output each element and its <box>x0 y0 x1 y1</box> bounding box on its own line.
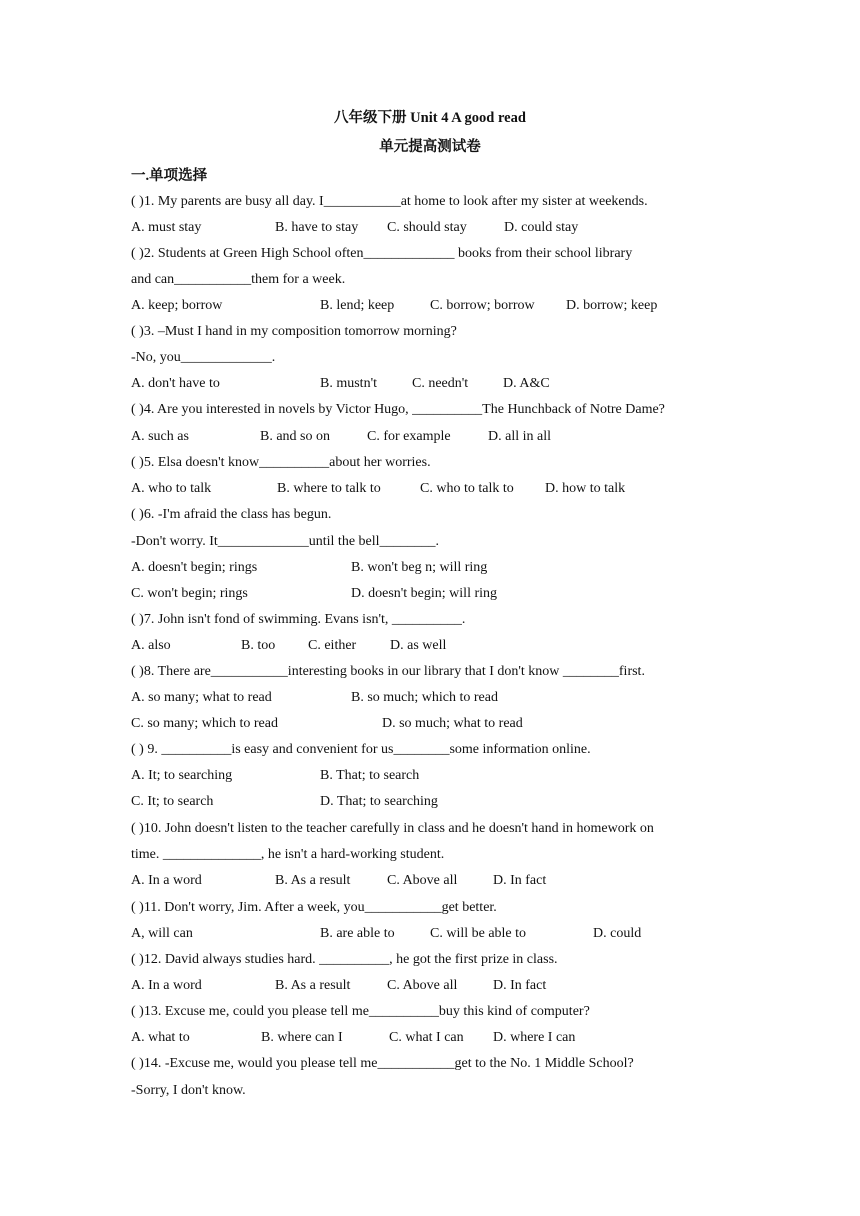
answer-option: D. as well <box>390 638 447 653</box>
question-line: ( ) 9. __________is easy and convenient for us________some information online. <box>131 742 591 757</box>
answer-option: D. doesn't begin; will ring <box>351 586 498 601</box>
answer-option: C. will be able to <box>430 926 527 941</box>
answer-option: B. As a result <box>275 873 351 888</box>
answer-option: A. It; to searching <box>131 768 233 783</box>
answer-option: A. In a word <box>131 978 202 993</box>
answer-option: B. won't beg n; will ring <box>351 560 488 575</box>
question-line: -Don't worry. It_____________until the bell________. <box>131 534 440 549</box>
question-line: -Sorry, I don't know. <box>131 1083 246 1098</box>
answer-option: A. keep; borrow <box>131 298 223 313</box>
question-line: ( )8. There are___________interesting books in our library that I don't know ________first. <box>131 664 645 679</box>
answer-option: D. A&C <box>503 376 550 391</box>
answer-option: B. have to stay <box>275 220 359 235</box>
answer-option: D. In fact <box>493 873 547 888</box>
answer-option: D. could <box>593 926 642 941</box>
answer-option: B. too <box>241 638 276 653</box>
answer-option: B. lend; keep <box>320 298 395 313</box>
answer-option: C. won't begin; rings <box>131 586 248 601</box>
section-heading: 一.单项选择 <box>131 168 208 184</box>
answer-option: A. so many; what to read <box>131 690 272 705</box>
answer-option: B. are able to <box>320 926 395 941</box>
answer-option: D. That; to searching <box>320 794 438 809</box>
answer-option: B. so much; which to read <box>351 690 498 705</box>
answer-option: A. who to talk <box>131 481 212 496</box>
answer-option: D. so much; what to read <box>382 716 523 731</box>
question-line: ( )7. John isn't fond of swimming. Evans isn't, __________. <box>131 612 466 627</box>
answer-option: C. for example <box>367 429 451 444</box>
question-line: ( )14. -Excuse me, would you please tell me___________get to the No. 1 Middle School? <box>131 1056 634 1071</box>
question-line: ( )10. John doesn't listen to the teacher carefully in class and he doesn't hand in homework on <box>131 821 654 836</box>
answer-option: B. where can I <box>261 1030 343 1045</box>
answer-option: B. where to talk to <box>277 481 381 496</box>
answer-option: C. needn't <box>412 376 469 391</box>
answer-option: C. what I can <box>389 1030 464 1045</box>
answer-option: D. where I can <box>493 1030 576 1045</box>
answer-option: C. It; to search <box>131 794 214 809</box>
answer-option: C. should stay <box>387 220 467 235</box>
answer-option: C. Above all <box>387 978 458 993</box>
question-line: time. ______________, he isn't a hard-working student. <box>131 847 445 862</box>
answer-option: D. how to talk <box>545 481 626 496</box>
answer-option: B. As a result <box>275 978 351 993</box>
question-line: ( )12. David always studies hard. __________, he got the first prize in class. <box>131 952 558 967</box>
question-line: ( )13. Excuse me, could you please tell me__________buy this kind of computer? <box>131 1004 590 1019</box>
answer-option: A. what to <box>131 1030 190 1045</box>
question-line: ( )11. Don't worry, Jim. After a week, you___________get better. <box>131 900 497 915</box>
question-line: -No, you_____________. <box>131 350 276 365</box>
document-title: 八年级下册 Unit 4 A good read <box>334 110 526 126</box>
answer-option: B. and so on <box>260 429 330 444</box>
answer-option: D. could stay <box>504 220 579 235</box>
question-line: ( )2. Students at Green High School often_____________ books from their school library <box>131 246 633 261</box>
question-line: ( )5. Elsa doesn't know__________about her worries. <box>131 455 431 470</box>
document-subtitle: 单元提高测试卷 <box>379 139 481 155</box>
question-line: ( )6. -I'm afraid the class has begun. <box>131 507 332 522</box>
question-line: and can___________them for a week. <box>131 272 346 287</box>
question-line: ( )3. –Must I hand in my composition tomorrow morning? <box>131 324 457 339</box>
answer-option: A. must stay <box>131 220 202 235</box>
answer-option: D. all in all <box>488 429 551 444</box>
answer-option: A. don't have to <box>131 376 220 391</box>
answer-option: A. doesn't begin; rings <box>131 560 258 575</box>
answer-option: A. also <box>131 638 171 653</box>
answer-option: C. who to talk to <box>420 481 514 496</box>
answer-option: C. so many; which to read <box>131 716 278 731</box>
answer-option: B. That; to search <box>320 768 420 783</box>
question-line: ( )4. Are you interested in novels by Victor Hugo, __________The Hunchback of Notre Dame? <box>131 402 665 417</box>
answer-option: D. In fact <box>493 978 547 993</box>
answer-option: A, will can <box>131 926 193 941</box>
answer-option: A. In a word <box>131 873 202 888</box>
answer-option: B. mustn't <box>320 376 377 391</box>
answer-option: C. borrow; borrow <box>430 298 535 313</box>
answer-option: C. Above all <box>387 873 458 888</box>
answer-option: D. borrow; keep <box>566 298 658 313</box>
question-line: ( )1. My parents are busy all day. I___________at home to look after my sister at weekends. <box>131 194 648 209</box>
answer-option: C. either <box>308 638 357 653</box>
answer-option: A. such as <box>131 429 189 444</box>
